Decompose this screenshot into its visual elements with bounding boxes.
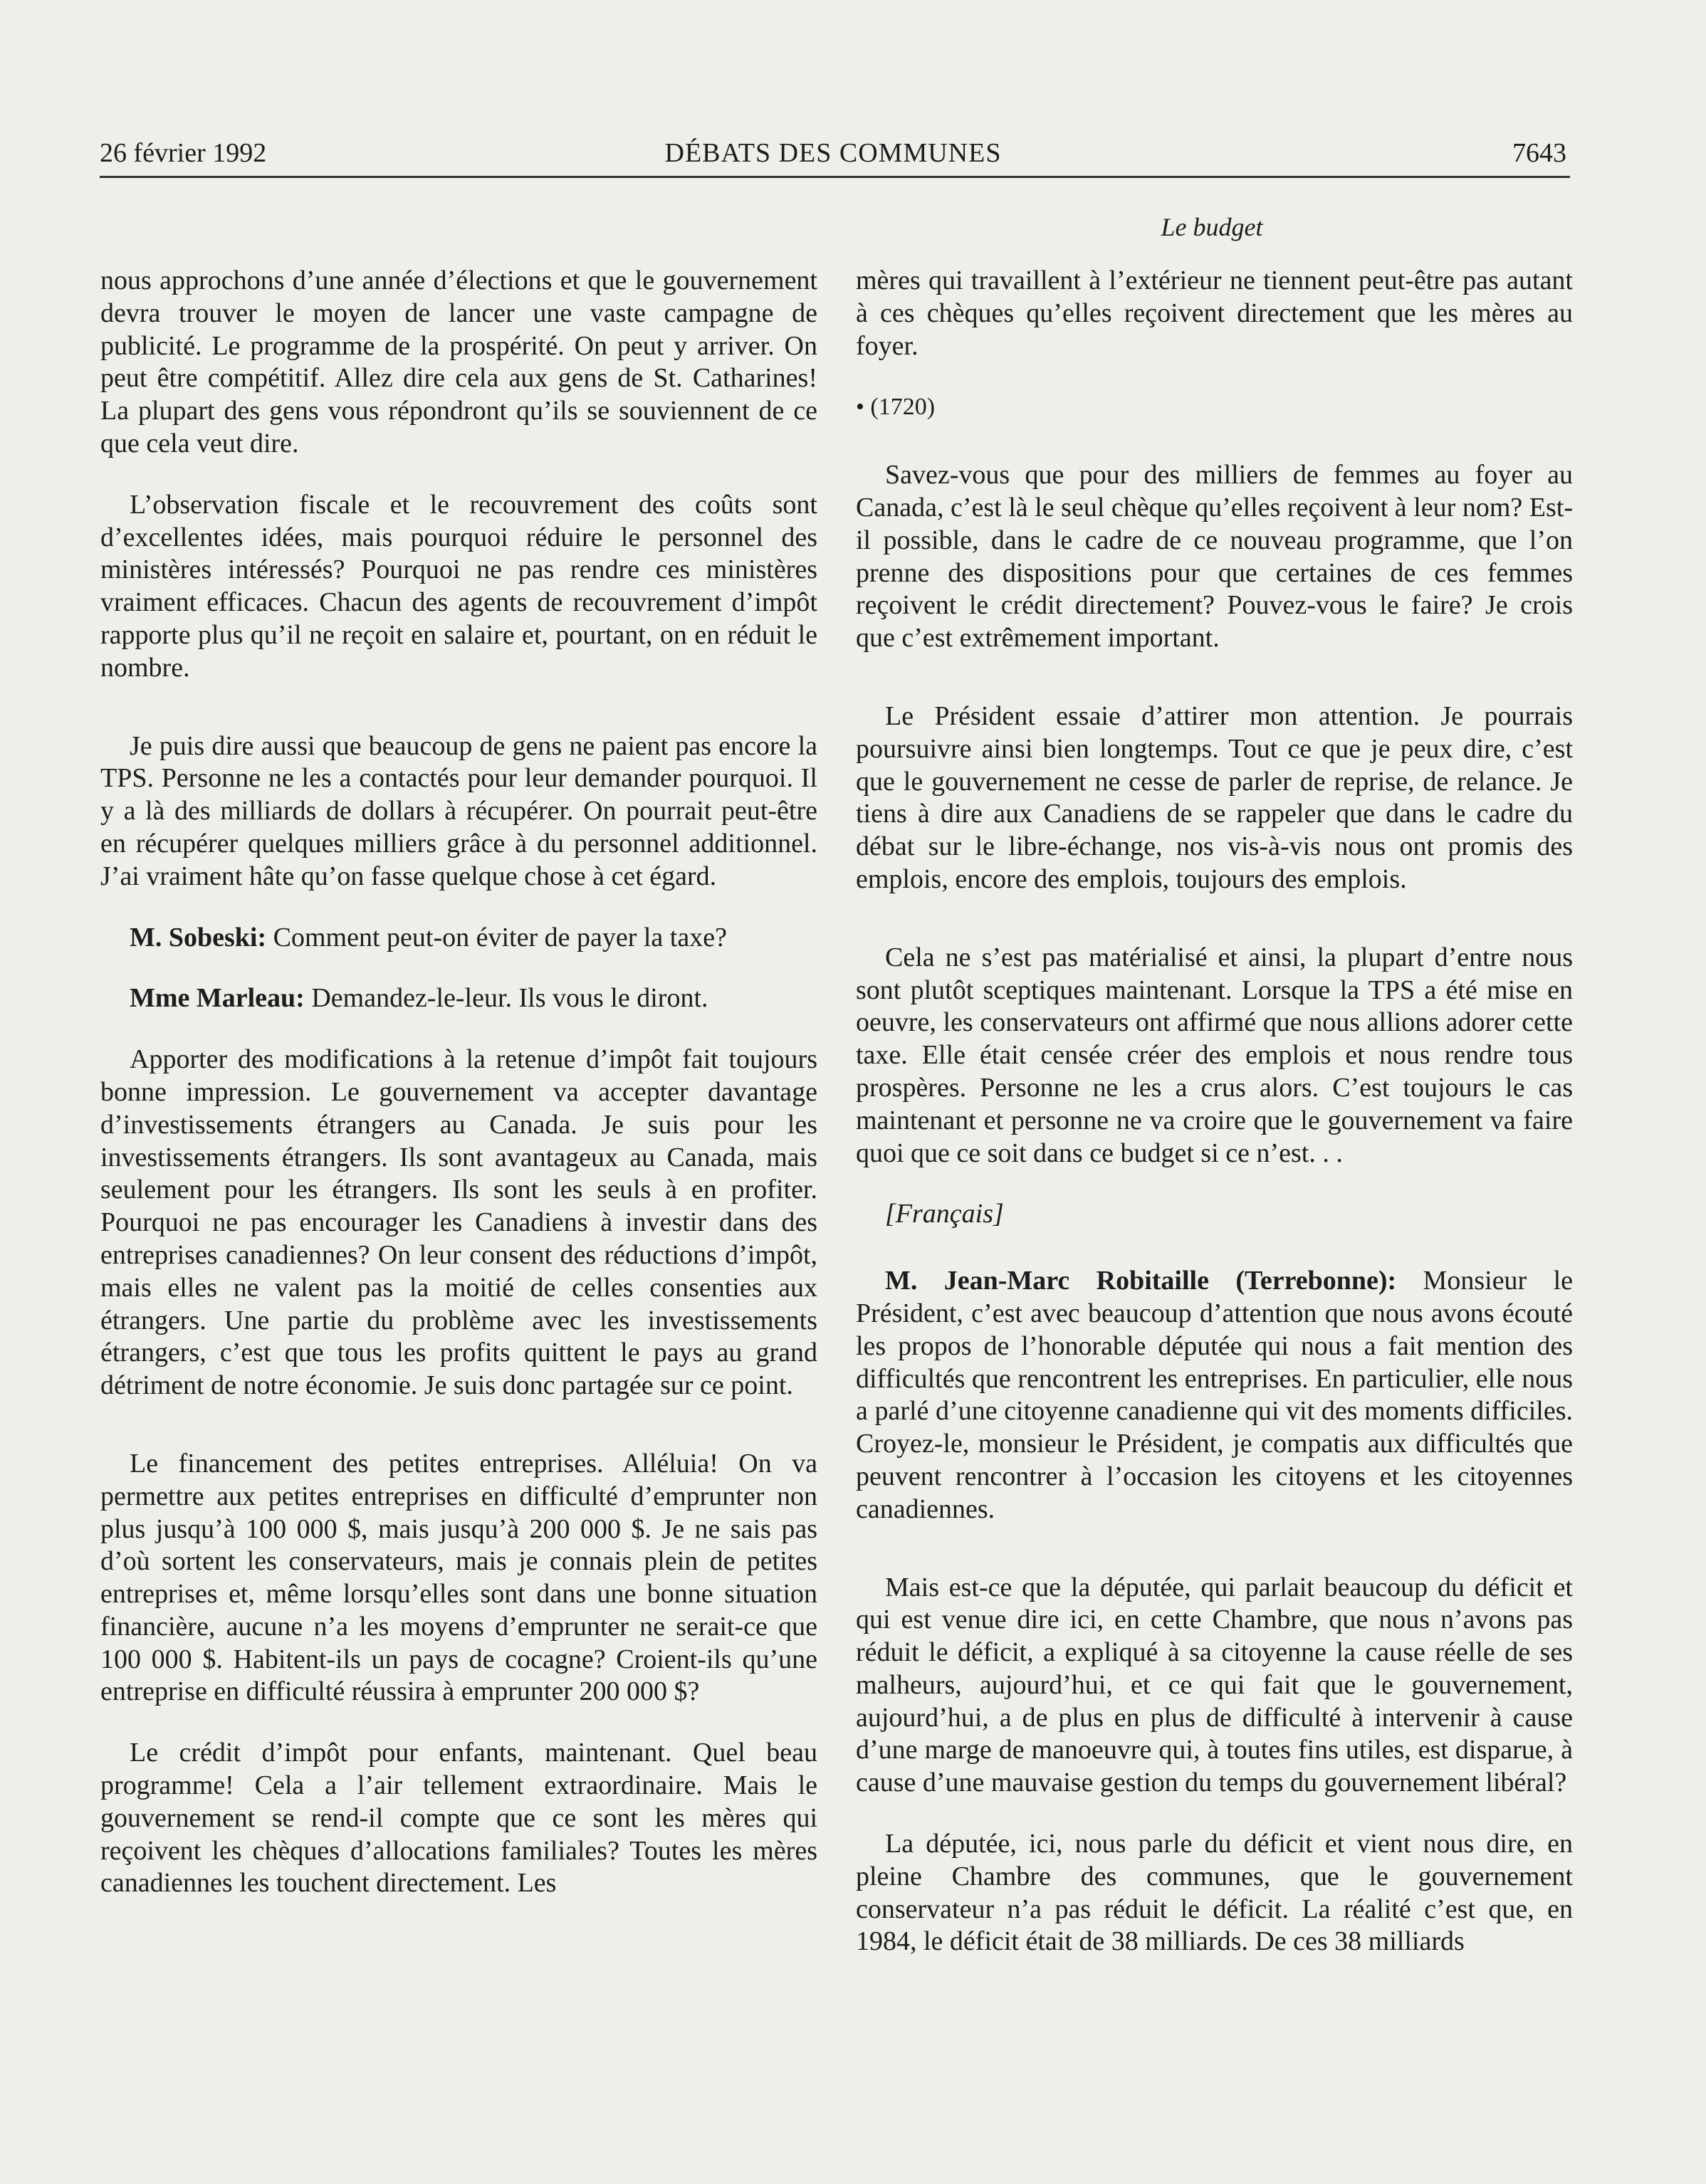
speaker-name: M. Jean-Marc Robitaille (Terrebonne): (885, 1266, 1397, 1296)
paragraph: Cela ne s’est pas matérialisé et ainsi, la plupart d’entre nous sont plutôt sceptiques maintenant. Lorsque la TPS a été mise en oeuvre, les conservateurs ont affirmé que nous allions adorer cette taxe. Elle était censée créer des emplois et nous rendre tous prospères. Personne ne les a crus alors. C’est toujours le cas maintenant et personne ne va croire que le gouvernement va faire quoi que ce soit dans ce budget si ce n’est. . . (856, 942, 1573, 1168)
paragraph: Le crédit d’impôt pour enfants, maintenant. Quel beau programme! Cela a l’air tellement extraordinaire. Mais le gouvernement se rend-il compte que ce sont les mères qui reçoivent les chèques d’allocations familiales? Toutes les mères canadiennes les touchent directement. Les (100, 1738, 817, 1899)
paragraph: Le financement des petites entreprises. Alléluia! On va permettre aux petites entreprises en difficulté d’emprunter non plus jusqu’à 100 000 $, mais jusqu’à 200 000 $. Je ne sais pas d’où sortent les conservateurs, mais je connais plein de petites entreprises et, même lorsqu’elles sont dans une bonne situation financière, aucune n’a les moyens d’emprunter ne serait-ce que 100 000 $. Habitent-ils un pays de cocagne? Croient-ils qu’une entreprise en difficulté réussira à emprunter 200 000 $? (100, 1448, 817, 1707)
paragraph: Apporter des modifications à la retenue d’impôt fait toujours bonne impression. Le gouvernement va accepter davantage d’investissements étrangers au Canada. Je suis pour les investissements étrangers. Ils sont avantageux au Canada, mais seulement pour les étrangers. Ils sont les seuls à en profiter. Pourquoi ne pas encourager les Canadiens à investir dans des entreprises canadiennes? On leur consent des réductions d’impôt, mais elles ne valent pas la moitié de celles consenties aux étrangers. Une partie du problème avec les investissements étrangers, c’est que tous les profits quittent le pays au grand détriment de notre économie. Je suis donc partagée sur ce point. (100, 1044, 817, 1401)
paragraph: Savez-vous que pour des milliers de femmes au foyer au Canada, c’est là le seul chèque qu’elles reçoivent à leur nom? Est-il possible, dans le cadre de ce nouveau programme, que l’on prenne des dispositions pour que certaines de ces femmes reçoivent le crédit directement? Pouvez-vous le faire? Je crois que c’est extrêmement important. (856, 460, 1573, 653)
page-number: 7643 (1512, 138, 1566, 168)
speaker-name: M. Sobeski: (130, 922, 267, 952)
paragraph: Mais est-ce que la députée, qui parlait beaucoup du déficit et qui est venue dire ici, en cette Chambre, que nous n’avons pas réduit le déficit, a expliqué à sa citoyenne la cause réelle de ses malheurs, aujourd’hui, et ce qui fait que le gouvernement, aujourd’hui, a de plus en plus de difficulté à intervenir à cause d’une marge de manoeuvre qui, à toutes fins utiles, est disparue, à cause d’une mauvaise gestion du temps du gouvernement libéral? (856, 1572, 1573, 1798)
page-date: 26 février 1992 (100, 138, 267, 168)
paragraph: nous approchons d’une année d’élections et que le gouvernement devra trouver le moyen de lancer une vaste campagne de publicité. Le programme de la prospérité. On peut y arriver. On peut être compétitif. Allez dire cela aux gens de St. Catharines! La plupart des gens vous répondront qu’ils se souviennent de ce que cela veut dire. (100, 266, 817, 458)
left-column (100, 265, 817, 1928)
speech-text: Demandez-le-leur. Ils vous le diront. (304, 983, 708, 1014)
right-column (856, 265, 1573, 1987)
paragraph: Le Président essaie d’attirer mon attention. Je pourrais poursuivre ainsi bien longtemps. Tout ce que je peux dire, c’est que le gouvernement ne cesse de parler de reprise, de relance. Je tiens à dire aux Canadiens de se rappeler que dans le cadre du débat sur le libre-échange, nos vis-à-vis nous ont promis des emplois, encore des emplois, toujours des emplois. (856, 700, 1573, 894)
header-rule (100, 176, 1570, 178)
section-title: Le budget (1161, 213, 1263, 241)
speaker-name: Mme Marleau: (130, 983, 305, 1014)
speech-text: Monsieur le Président, c’est avec beaucoup d’attention que nous avons écouté les propos de l’honorable députée qui nous a fait mention des difficultés que rencontrent les entreprises. En particulier, elle nous a parlé d’une citoyenne canadienne qui vit des moments difficiles. Croyez-le, monsieur le Président, je compatis aux difficultés que peuvent rencontrer à l’occasion les citoyens et les citoyennes canadiennes. (856, 1266, 1573, 1524)
page-header (100, 135, 1566, 178)
paragraph: Je puis dire aussi que beaucoup de gens ne paient pas encore la TPS. Personne ne les a contactés pour leur demander pourquoi. Il y a là des milliards de dollars à récupérer. On pourrait peut-être en récupérer quelques milliers grâce à du personnel additionnel. J’ai vraiment hâte qu’on fasse quelque chose à cet égard. (100, 730, 817, 891)
language-marker: [Français] (885, 1199, 1004, 1229)
speech-paragraph (856, 1265, 1573, 1526)
paragraph: L’observation fiscale et le recouvrement des coûts sont d’excellentes idées, mais pourquoi réduire le personnel des ministères intéressés? Pourquoi ne pas rendre ces ministères vraiment efficaces. Chacun des agents de recouvrement d’impôt rapporte plus qu’il ne reçoit en salaire et, pourtant, on en réduit le nombre. (100, 489, 817, 683)
speech-text: Comment peut-on éviter de payer la taxe? (266, 922, 727, 952)
paragraph: La députée, ici, nous parle du déficit et vient nous dire, en pleine Chambre des communes, que le gouvernement conservateur n’a pas réduit le déficit. La réalité c’est que, en 1984, le déficit était de 38 milliards. De ces 38 milliards (856, 1829, 1573, 1957)
speech-paragraph (100, 922, 817, 955)
time-marker: • (1720) (856, 394, 936, 421)
speech-paragraph (100, 982, 817, 1015)
publication-title: DÉBATS DES COMMUNES (664, 138, 1002, 168)
paragraph: mères qui travaillent à l’extérieur ne tiennent peut-être pas autant à ces chèques qu’elles reçoivent directement que les mères au foyer. (856, 266, 1573, 361)
